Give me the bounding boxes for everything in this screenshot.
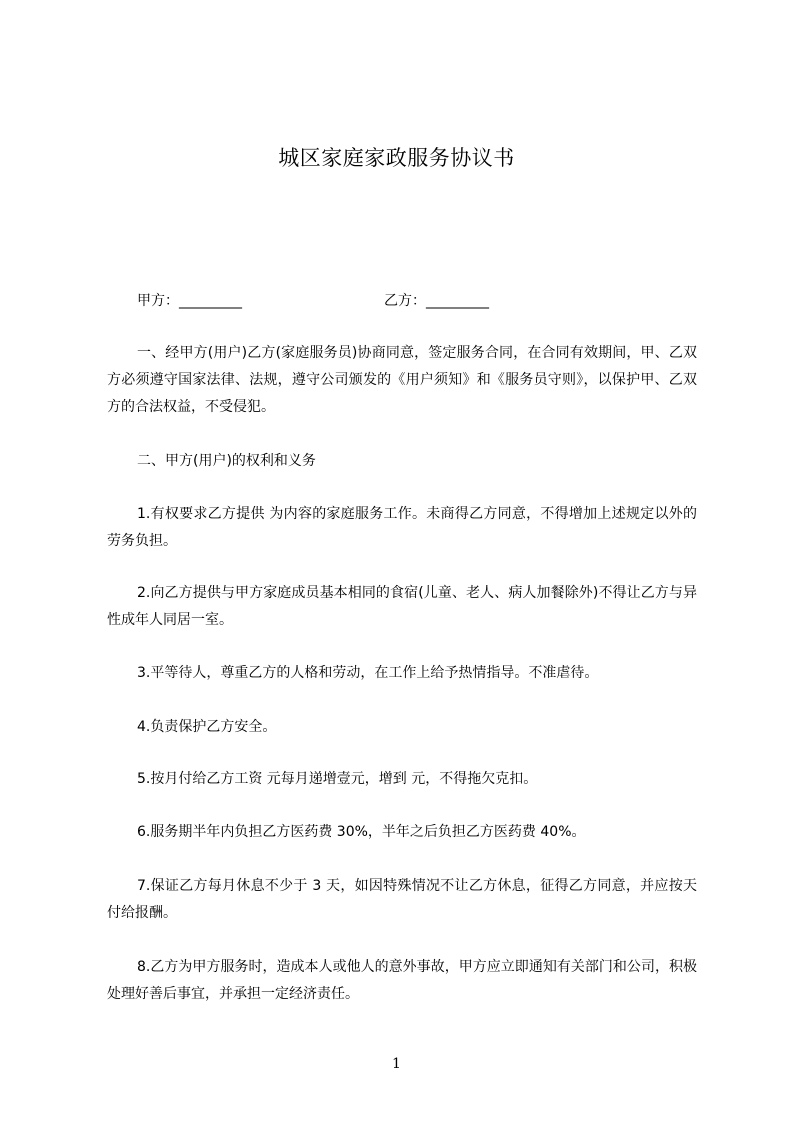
- party-b-field: 乙方：_________: [384, 293, 489, 309]
- paragraph-item-7: 7.保证乙方每月休息不少于 3 天，如因特殊情况不让乙方休息，征得乙方同意，并应按天付给报酬。: [107, 878, 697, 921]
- paragraph-clause-1: 一、经甲方(用户)乙方(家庭服务员)协商同意，签定服务合同，在合同有效期间，甲、乙双方必须遵守国家法律、法规，遵守公司颁发的《用户须知》和《服务员守则》，以保护甲、乙双方的合法权益，不受侵犯。: [107, 345, 697, 415]
- paragraph-item-2: 2.向乙方提供与甲方家庭成员基本相同的食宿(儿童、老人、病人加餐除外)不得让乙方与异性成年人同居一室。: [107, 585, 697, 628]
- party-a-field: 甲方：_________: [137, 293, 242, 309]
- paragraph-section-2-heading: 二、甲方(用户)的权利和义务: [137, 453, 316, 469]
- paragraph-item-1: 1.有权要求乙方提供 为内容的家庭服务工作。未商得乙方同意，不得增加上述规定以外的劳务负担。: [107, 506, 697, 549]
- document-title: 城区家庭家政服务协议书: [278, 146, 515, 170]
- paragraph-item-6: 6.服务期半年内负担乙方医药费 30%，半年之后负担乙方医药费 40%。: [137, 824, 586, 840]
- paragraph-item-5: 5.按月付给乙方工资 元每月递增壹元，增到 元，不得拖欠克扣。: [137, 771, 538, 787]
- paragraph-item-8: 8.乙方为甲方服务时，造成本人或他人的意外事故，甲方应立即通知有关部门和公司，积极处理好善后事宜，并承担一定经济责任。: [107, 959, 697, 1002]
- paragraph-item-3: 3.平等待人，尊重乙方的人格和劳动，在工作上给予热情指导。不准虐待。: [137, 665, 599, 681]
- paragraph-item-4: 4.负责保护乙方安全。: [137, 719, 277, 735]
- page-number: 1: [392, 1056, 401, 1072]
